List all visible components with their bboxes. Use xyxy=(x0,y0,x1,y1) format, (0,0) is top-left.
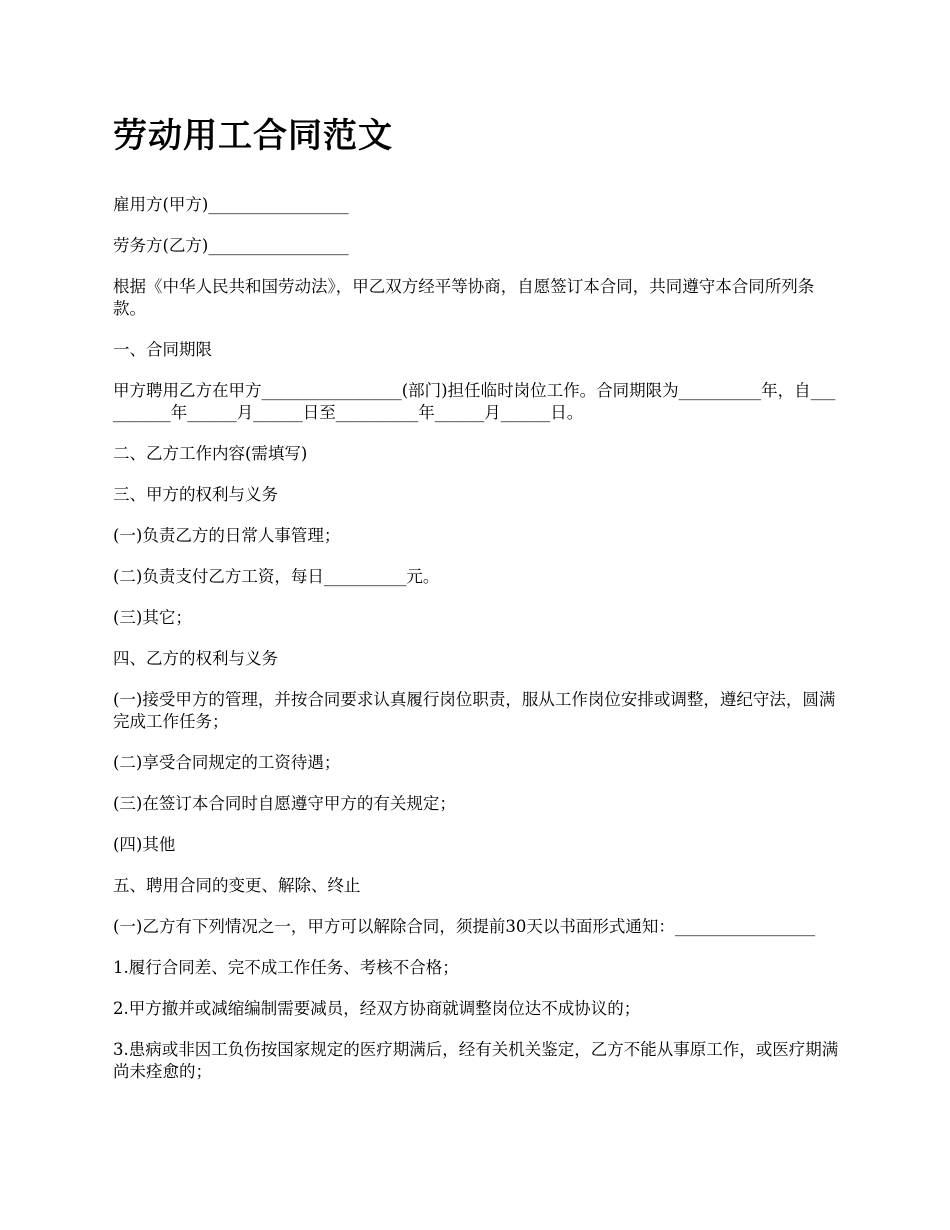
term-paragraph: 甲方聘用乙方在甲方_________________(部门)担任临时岗位工作。合同期限为__________年，自__________年______月______日至__________年______月______日。 xyxy=(113,381,836,422)
section-heading-term: 一、合同期限 xyxy=(113,340,212,359)
clause-item: 3.患病或非因工负伤按国家规定的医疗期满后，经有关机关鉴定，乙方不能从事原工作，或医疗期满尚未痊愈的； xyxy=(113,1040,839,1081)
section-heading-contract-change: 五、聘用合同的变更、解除、终止 xyxy=(113,876,361,895)
section-heading-work-content: 二、乙方工作内容(需填写) xyxy=(113,444,308,463)
employee-line: 劳务方(乙方)_________________ xyxy=(113,236,349,255)
clause-item: (三)在签订本合同时自愿遵守甲方的有关规定； xyxy=(113,794,456,813)
section-heading-employer-rights: 三、甲方的权利与义务 xyxy=(113,485,278,504)
clause-item: (一)接受甲方的管理，并按合同要求认真履行岗位职责，服从工作岗位安排或调整，遵纪守法，圆满完成工作任务； xyxy=(113,690,836,731)
clause-item: (一)负责乙方的日常人事管理； xyxy=(113,526,341,545)
document-title: 劳动用工合同范文 xyxy=(113,116,393,156)
clause-item: 1.履行合同差、完不成工作任务、考核不合格； xyxy=(113,958,459,977)
clause-item: (二)享受合同规定的工资待遇； xyxy=(113,753,341,772)
clause-item: (一)乙方有下列情况之一，甲方可以解除合同，须提前30天以书面形式通知：_________________ xyxy=(113,917,816,936)
clause-item: (四)其他 xyxy=(113,835,176,854)
clause-item: (二)负责支付乙方工资，每日__________元。 xyxy=(113,567,440,586)
preamble-paragraph: 根据《中华人民共和国劳动法》，甲乙双方经平等协商，自愿签订本合同，共同遵守本合同所列条款。 xyxy=(113,277,815,318)
clause-item: (三)其它； xyxy=(113,608,192,627)
document-page xyxy=(113,112,841,1102)
section-heading-employee-rights: 四、乙方的权利与义务 xyxy=(113,649,278,668)
employer-line: 雇用方(甲方)_________________ xyxy=(113,195,349,214)
clause-item: 2.甲方撤并或减缩编制需要减员，经双方协商就调整岗位达不成协议的； xyxy=(113,999,641,1018)
